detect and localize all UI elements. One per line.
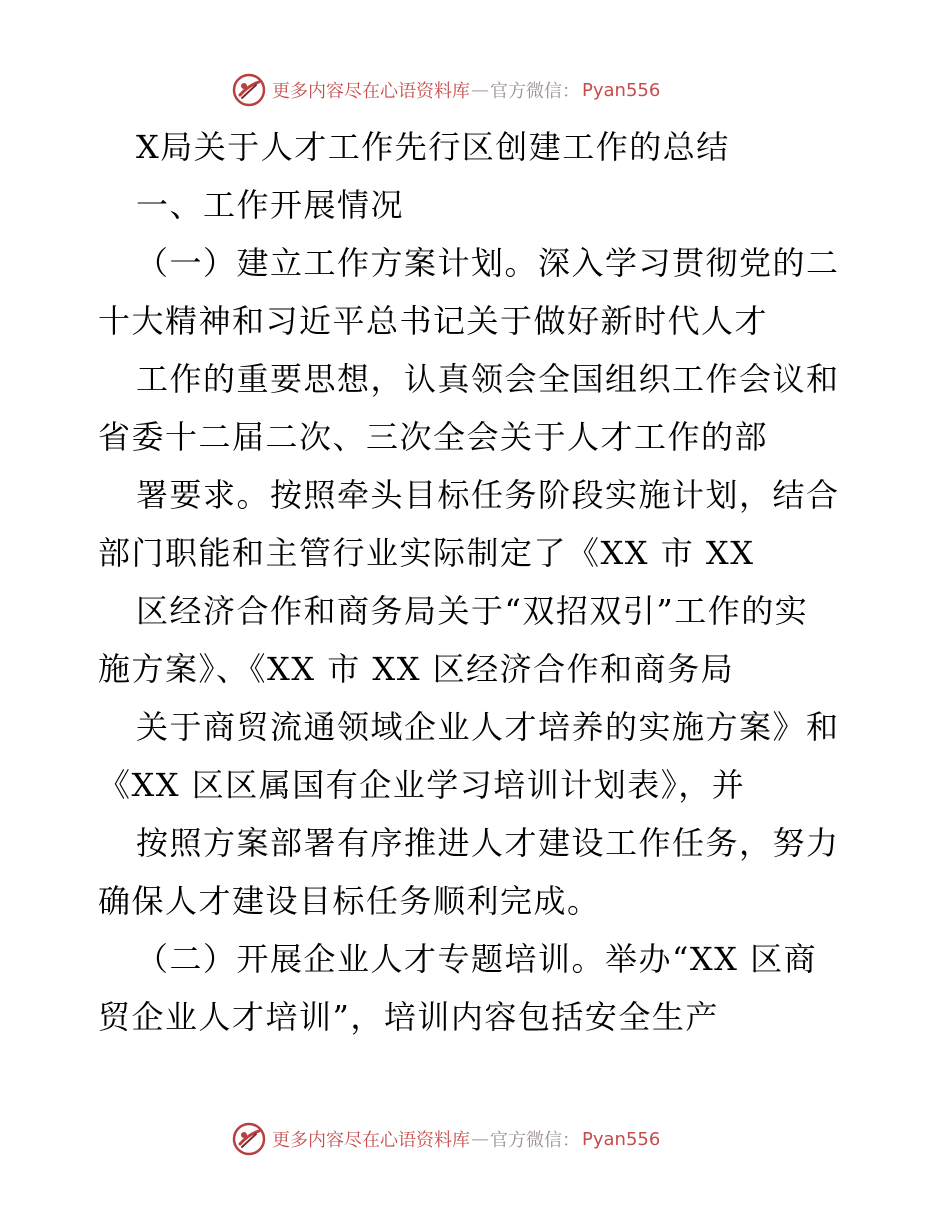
watermark-wechat-id: Pyan556 <box>582 79 661 101</box>
header-watermark <box>232 72 712 108</box>
watermark-dash: — <box>471 79 489 101</box>
paragraph-line: 工作的重要思想，认真领会全国组织工作会议和 <box>136 360 840 398</box>
paragraph-line: 施方案》、《XX 市 XX 区经济合作和商务局 <box>98 650 735 688</box>
paragraph-line: （一）建立工作方案计划。深入学习贯彻党的二 <box>136 244 840 282</box>
paragraph-line: 确保人才建设目标任务顺利完成。 <box>98 882 601 920</box>
paragraph-line: （二）开展企业人才专题培训。举办“XX 区商 <box>136 940 818 978</box>
paragraph-line: 部门职能和主管行业实际制定了《XX 市 XX <box>98 534 755 572</box>
document-title: X局关于人才工作先行区创建工作的总结 <box>136 128 730 166</box>
watermark-wechat-label: 官方微信： <box>490 1130 580 1151</box>
watermark-dash: — <box>471 1128 489 1150</box>
paragraph-line: 省委十二届二次、三次全会关于人才工作的部 <box>98 418 769 456</box>
footer-watermark <box>232 1121 712 1157</box>
watermark-wechat-label: 官方微信： <box>490 81 580 102</box>
paragraph-line: 十大精神和习近平总书记关于做好新时代人才 <box>98 302 769 340</box>
paragraph-line: 区经济合作和商务局关于“双招双引”工作的实 <box>136 592 809 630</box>
watermark-wechat-id: Pyan556 <box>582 1128 661 1150</box>
paragraph-line: 署要求。按照牵头目标任务阶段实施计划，结合 <box>136 476 840 514</box>
paragraph-line: 按照方案部署有序推进人才建设工作任务，努力 <box>136 824 840 862</box>
paragraph-line: 贸企业人才培训”，培训内容包括安全生产 <box>98 998 719 1036</box>
section-heading: 一、工作开展情况 <box>136 186 405 224</box>
book-pen-logo-icon <box>232 73 266 107</box>
paragraph-line: 《XX 区区属国有企业学习培训计划表》，并 <box>98 766 746 804</box>
paragraph-line: 关于商贸流通领域企业人才培养的实施方案》和 <box>136 708 840 746</box>
watermark-site-text: 更多内容尽在心语资料库 <box>272 81 470 102</box>
watermark-site-text: 更多内容尽在心语资料库 <box>272 1130 470 1151</box>
book-pen-logo-icon <box>232 1122 266 1156</box>
